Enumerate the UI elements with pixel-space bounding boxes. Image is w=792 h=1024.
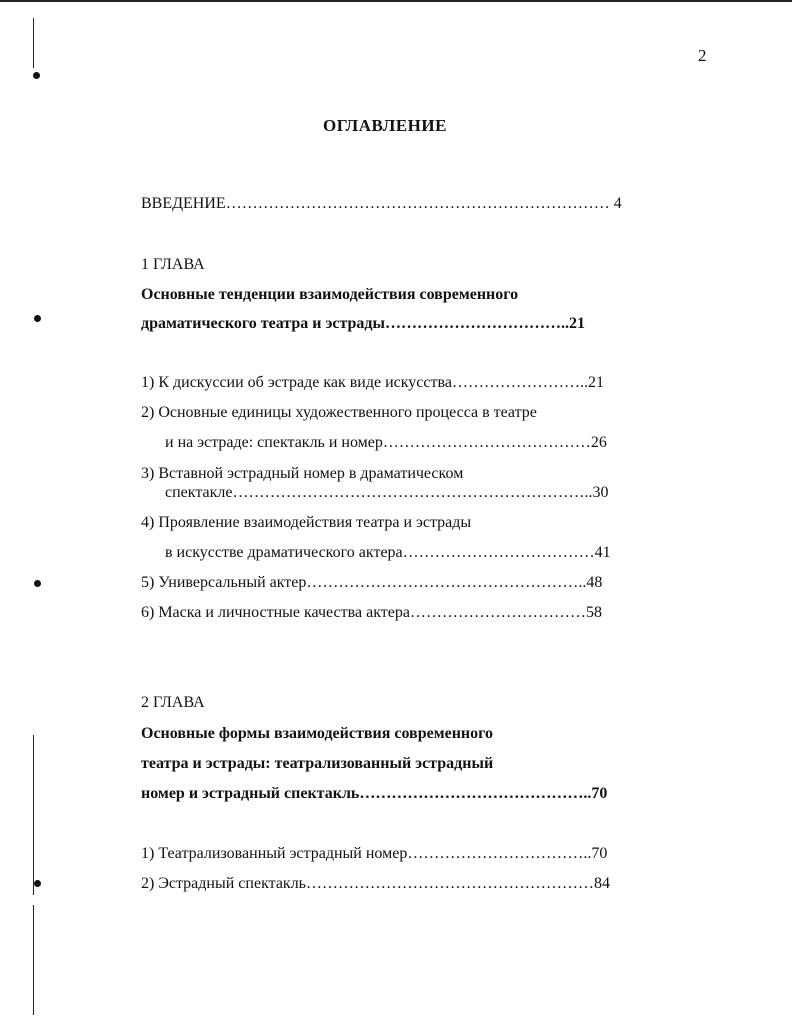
toc-entry: 3) Вставной эстрадный номер в драматическом	[141, 465, 464, 482]
chapter-label: 1 ГЛАВА	[141, 256, 205, 273]
chapter-label: 2 ГЛАВА	[141, 694, 205, 711]
page-number: 2	[698, 46, 707, 65]
toc-entry: 1) Театрализованный эстрадный номер……………………………..70	[141, 845, 608, 862]
scan-border-top	[0, 0, 792, 2]
binder-hole-mark	[34, 315, 41, 322]
binder-hole-mark	[34, 880, 41, 887]
toc-entry: 6) Маска и личностные качества актера……………………………58	[141, 604, 602, 621]
chapter-title: драматического театра и эстрады……………………………..21	[141, 315, 586, 332]
toc-entry-continuation: в искусстве драматического актера………………………………41	[165, 544, 611, 561]
chapter-title: Основные тенденции взаимодействия современного	[141, 286, 519, 303]
toc-entry: 5) Универсальный актер……………………………………………..48	[141, 574, 603, 591]
toc-entry: 1) К дискуссии об эстраде как виде искусства……………………..21	[141, 374, 604, 391]
toc-entry: 2) Основные единицы художественного процесса в театре	[141, 404, 537, 421]
scan-margin-line-upper	[33, 18, 34, 68]
scan-margin-line-bottom	[33, 905, 34, 1015]
chapter-title: Основные формы взаимодействия современного	[141, 725, 493, 742]
chapter-title: театра и эстрады: театрализованный эстрадный	[141, 755, 494, 772]
binder-hole-mark	[34, 580, 41, 587]
toc-entry-introduction: ВВЕДЕНИЕ……………………………………………………………… 4	[141, 195, 622, 212]
toc-entry-continuation: спектакле…………………………………………………………..30	[165, 484, 609, 501]
binder-hole-mark	[33, 72, 40, 79]
scan-margin-line-lower	[33, 735, 34, 895]
toc-entry-continuation: и на эстраде: спектакль и номер…………………………………26	[165, 434, 607, 451]
toc-entry: 2) Эстрадный спектакль………………………………………………84	[141, 875, 610, 892]
toc-entry: 4) Проявление взаимодействия театра и эстрады	[141, 514, 472, 531]
page-title: ОГЛАВЛЕНИЕ	[323, 116, 447, 135]
chapter-title: номер и эстрадный спектакль……………………………………..70	[141, 785, 608, 802]
